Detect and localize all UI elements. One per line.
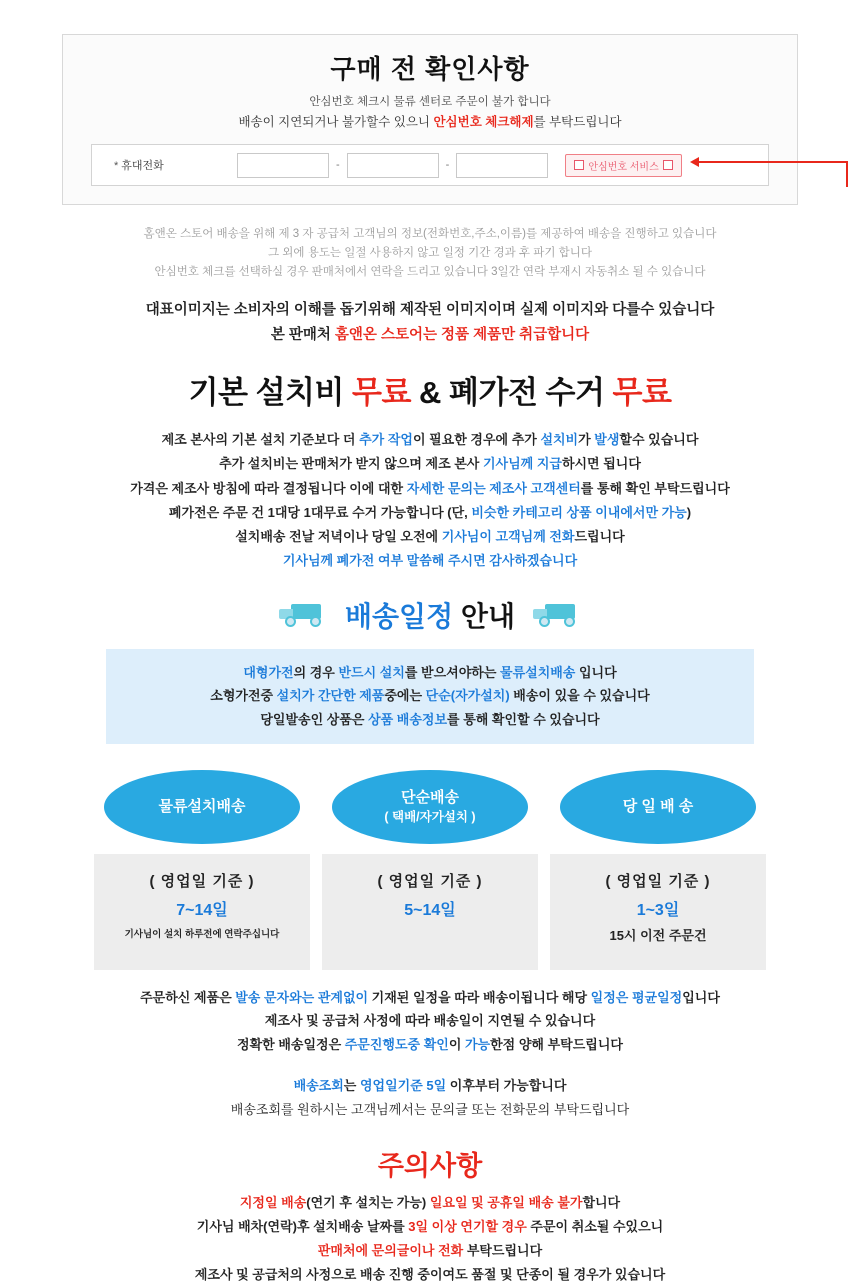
caution-l1-a: (연기 후 설치는 가능): [306, 1195, 430, 1211]
delivery-column-logistics: [94, 770, 310, 970]
bubble-logistics-line-1: 물류설치배송: [158, 797, 246, 815]
delivery-column-sameday: [550, 770, 766, 970]
tracking-l1-b: 이후부터 가능합니다: [446, 1078, 567, 1094]
tracking-l1-blue2: 영업일기준 5일: [359, 1078, 447, 1094]
after-l1-blue2: 일정은 평균일정: [590, 989, 683, 1005]
after-l3-blue2: 가능: [465, 1036, 491, 1052]
caution-line-2: [0, 1215, 860, 1239]
phone-part2-input[interactable]: [347, 153, 439, 178]
bubble-sameday-line-1: 당 일 배 송: [622, 797, 694, 815]
installation-info: [0, 428, 860, 572]
caution-l2-red: 3일 이상 연기할 경우: [408, 1219, 527, 1235]
privacy-note-line-2: 그 외에 용도는 일절 사용하지 않고 일정 기간 경과 후 파기 합니다: [268, 247, 592, 260]
band-l1-d: 입니다: [575, 664, 617, 680]
after-l3-a: 정확한 배송일정은: [237, 1036, 345, 1052]
install-l2-a: 추가 설치비는 판매처가 받지 않으며 제조 본사: [219, 456, 483, 472]
band-line-2: [106, 684, 754, 707]
checkbox-icon-2[interactable]: [663, 160, 673, 170]
precheck-subtitle-2-suffix: 를 부탁드립니다: [533, 115, 622, 130]
after-l1-b: 기재된 일정을 따라 배송이됩니다 해당: [368, 989, 591, 1005]
install-l1-blue2: 설치비: [540, 432, 579, 448]
install-l1-d: 할수 있습니다: [619, 432, 699, 448]
precheck-subtitle-2: [63, 112, 797, 132]
install-l4-b: ): [686, 504, 692, 520]
headline-free-2: 무료: [612, 375, 672, 411]
privacy-note: [0, 225, 860, 282]
caution-l1-b: 합니다: [582, 1195, 621, 1211]
arrow-vertical-line: [846, 161, 848, 187]
band-l3-a: 당일발송인 상품은: [260, 711, 369, 727]
caution-title: 주의사항: [377, 1151, 483, 1182]
schedule-title-rest: 안내: [453, 600, 516, 632]
page-title: 구매 전 확인사항: [330, 54, 530, 84]
install-l5-blue: 기사님이 고객님께 전화: [441, 528, 575, 544]
panel-simple-duration: 5~14일: [404, 901, 456, 919]
phone-dash-2: -: [445, 159, 450, 172]
caution-l1-red1: 지정일 배송: [239, 1195, 307, 1211]
caution-l1-red2: 일요일 및 공휴일 배송 불가: [429, 1195, 583, 1211]
image-notice-prefix: 본 판매처: [270, 326, 335, 343]
band-l2-b: 중에는: [384, 688, 426, 704]
install-l1-a: 제조 본사의 기본 설치 기준보다 더: [161, 432, 360, 448]
install-l1-blue1: 추가 작업: [359, 432, 413, 448]
safe-number-checkbox[interactable]: [565, 154, 681, 177]
panel-sameday-basis: ( 영업일 기준 ): [605, 872, 711, 890]
phone-dash-1: -: [336, 159, 340, 172]
install-l3-a: 가격은 제조사 방침에 따라 결정됩니다 이에 대한: [130, 480, 407, 496]
band-l3-blue: 상품 배송정보: [368, 711, 448, 727]
install-l4-a: 폐가전은 주문 건 1대당 1대무료 수거 가능합니다 (단,: [168, 504, 472, 520]
caution-l3-a: 부탁드립니다: [463, 1243, 543, 1259]
annotation-arrow: [682, 145, 758, 185]
after-line-3: [0, 1033, 860, 1056]
precheck-subtitle-2-highlight: 안심번호 체크해제: [433, 115, 534, 130]
caution-body: [0, 1191, 860, 1287]
phone-part1-input[interactable]: [237, 153, 329, 178]
band-line-3: [106, 708, 754, 731]
band-l2-c: 배송이 있을 수 있습니다: [509, 688, 650, 704]
delivery-type-band: [106, 649, 754, 744]
caution-line-3: [0, 1239, 860, 1263]
install-l1-b: 이 필요한 경우에 추가: [412, 432, 541, 448]
band-l2-a: 소형가전중: [210, 688, 277, 704]
panel-simple: [322, 854, 538, 970]
after-line-1: [0, 986, 860, 1009]
delivery-schedule-title: [345, 595, 515, 635]
tracking-line-2: 배송조회를 원하시는 고객님께서는 문의글 또는 전화문의 부탁드립니다: [230, 1102, 630, 1118]
installation-line-2: [0, 452, 860, 476]
band-l1-blue1: 대형가전: [243, 664, 294, 680]
delivery-type-columns: [94, 770, 766, 970]
panel-logistics-note: 기사님이 설치 하루전에 연락주십니다: [124, 928, 280, 940]
delivery-schedule-header: [0, 595, 860, 635]
after-line-2: 제조사 및 공급처 사정에 따라 배송일이 지연될 수 있습니다: [264, 1013, 596, 1029]
band-l2-blue2: 단순(자가설치): [425, 688, 510, 704]
after-l1-blue1: 발송 문자와는 관계없이: [235, 989, 369, 1005]
install-l2-b: 하시면 됩니다: [561, 456, 641, 472]
caution-line-4: 제조사 및 공급처의 사정으로 배송 진행 중이여도 품절 및 단종이 될 경우가 있습니다: [194, 1267, 666, 1283]
panel-sameday-duration: 1~3일: [636, 901, 680, 919]
panel-logistics: [94, 854, 310, 970]
tracking-l1-a: 는: [343, 1078, 360, 1094]
installation-line-4: [0, 501, 860, 525]
band-l2-blue1: 설치가 간단한 제품: [276, 688, 385, 704]
caution-line-1: [0, 1191, 860, 1215]
band-l3-b: 를 통해 확인할 수 있습니다: [447, 711, 600, 727]
band-l1-blue3: 물류설치배송: [500, 664, 576, 680]
purchase-precheck-box: [62, 34, 798, 205]
panel-logistics-basis: ( 영업일 기준 ): [149, 872, 255, 890]
band-l1-b: 의 경우: [293, 664, 339, 680]
phone-field-label: [102, 157, 234, 173]
truck-icon-left: [277, 602, 329, 628]
precheck-subtitle-1: 안심번호 체크시 물류 센터로 주문이 불가 합니다: [309, 96, 551, 108]
band-l1-c: 를 받으셔야하는: [404, 664, 501, 680]
install-l5-a: 설치배송 전날 저녁이나 당일 오전에: [235, 528, 442, 544]
free-service-headline: [0, 367, 860, 412]
tracking-note: [0, 1074, 860, 1122]
bubble-sameday: [560, 770, 756, 844]
after-l3-blue1: 주문진행도중 확인: [344, 1036, 449, 1052]
installation-line-5: [0, 525, 860, 549]
phone-label-text: 휴대전화: [121, 160, 164, 173]
bubble-logistics: [104, 770, 300, 844]
install-l4-blue: 비슷한 카테고리 상품 이내에서만 가능: [471, 504, 687, 520]
bubble-simple-line-1: 단순배송: [401, 789, 459, 807]
purchase-guide-page: [0, 34, 860, 1283]
image-notice: [0, 298, 860, 347]
phone-part3-input[interactable]: [456, 153, 548, 178]
after-l3-c: 한점 양해 부탁드립니다: [490, 1036, 623, 1052]
install-l1-blue3: 발생: [594, 432, 620, 448]
after-l3-b: 이: [448, 1036, 465, 1052]
panel-logistics-duration: 7~14일: [176, 901, 228, 919]
band-l1-blue2: 반드시 설치: [338, 664, 405, 680]
precheck-subtitle-2-prefix: 배송이 지연되거나 불가할수 있으니: [238, 115, 434, 130]
panel-sameday: [550, 854, 766, 970]
delivery-schedule-note: [0, 986, 860, 1056]
install-l2-blue: 기사님께 지급: [482, 456, 562, 472]
band-line-1: [106, 661, 754, 684]
truck-icon-right: [531, 602, 583, 628]
required-star: *: [114, 160, 119, 173]
safe-number-label: 안심번호 서비스: [588, 161, 659, 173]
after-l1-a: 주문하신 제품은: [140, 989, 236, 1005]
tracking-l1-blue1: 배송조회: [293, 1078, 344, 1094]
image-notice-line-2: [0, 323, 860, 348]
privacy-note-line-1: 홈앤온 스토어 배송을 위해 제 3 자 공급처 고객님의 정보(전화번호,주소,이름)를 제공하여 배송을 진행하고 있습니다: [143, 228, 717, 241]
headline-free-1: 무료: [352, 375, 411, 411]
install-l1-c: 가: [578, 432, 595, 448]
caution-l2-a: 기사님 배차(연락)후 설치배송 날짜를: [196, 1219, 409, 1235]
delivery-column-simple: [322, 770, 538, 970]
tracking-line-1: [0, 1074, 860, 1098]
installation-line-6: 기사님께 폐가전 여부 말씀해 주시면 감사하겠습니다: [282, 552, 578, 568]
schedule-title-blue: 배송일정: [344, 600, 454, 632]
bubble-simple: [332, 770, 528, 844]
panel-simple-basis: ( 영업일 기준 ): [377, 872, 483, 890]
image-notice-highlight: 홈앤온 스토어는 정품 제품만 취급합니다: [334, 326, 590, 343]
install-l5-b: 드립니다: [574, 528, 625, 544]
install-l3-b: 를 통해 확인 부탁드립니다: [580, 480, 730, 496]
installation-line-3: [0, 477, 860, 501]
after-l1-c: 입니다: [682, 989, 720, 1005]
arrow-horizontal-line: [698, 161, 848, 163]
headline-part-1: 기본 설치비: [188, 375, 353, 411]
headline-part-2: & 폐가전 수거: [410, 375, 613, 411]
checkbox-icon[interactable]: [574, 160, 584, 170]
privacy-note-line-3: 안심번호 체크를 선택하실 경우 판매처에서 연락을 드리고 있습니다 3일간 연락 부재시 자동취소 될 수 있습니다: [154, 266, 706, 279]
panel-sameday-note: 15시 이전 주문건: [609, 927, 707, 943]
install-l3-blue: 자세한 문의는 제조사 고객센터: [406, 480, 581, 496]
caution-l3-red: 판매처에 문의글이나 전화: [317, 1243, 464, 1259]
image-notice-line-1: 대표이미지는 소비자의 이해를 돕기위해 제작된 이미지이며 실제 이미지와 다를수 있습니다: [145, 302, 715, 319]
phone-form-row: [91, 144, 769, 186]
caution-l2-b: 주문이 취소될 수있으니: [526, 1219, 664, 1235]
bubble-simple-line-2: ( 택배/자가설치 ): [384, 809, 476, 824]
installation-line-1: [0, 428, 860, 452]
